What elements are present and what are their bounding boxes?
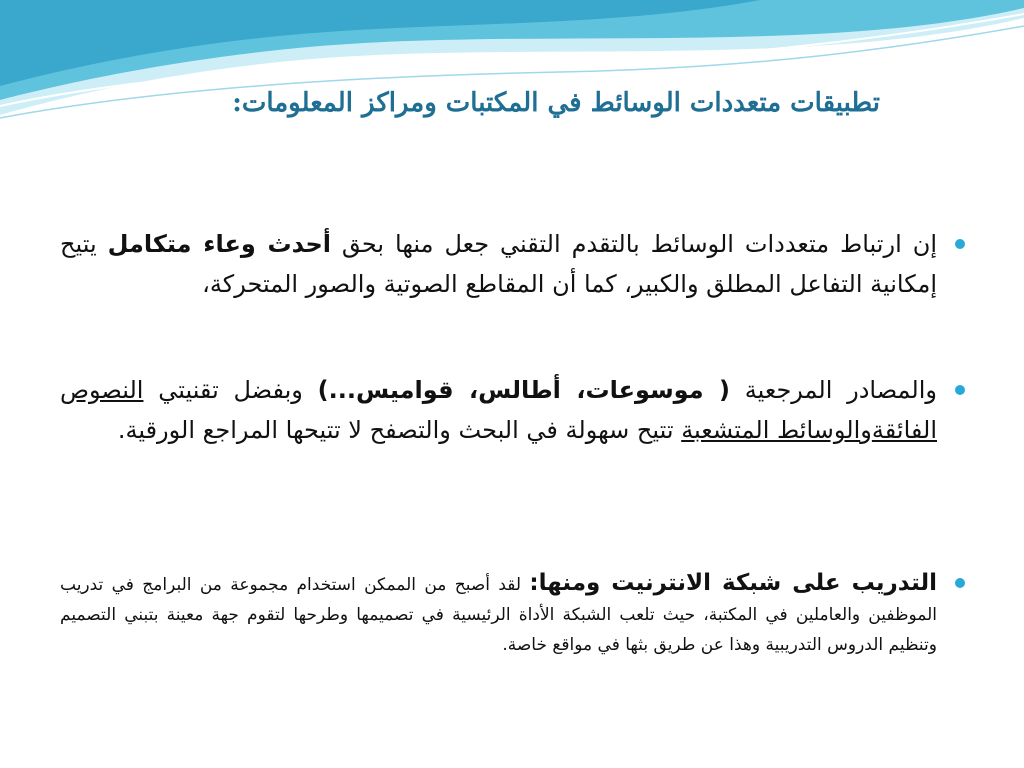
bullet-1-text: إن ارتباط متعددات الوسائط بالتقدم التقني جعل منها بحق [330,230,937,258]
bullet-1-text-2: يتيح إمكانية التفاعل المطلق والكبير، كما أن المقاطع الصوتية والصور المتحركة، [60,230,937,298]
bullet-3-text: لقد أصبح من الممكن استخدام مجموعة من البرامج في تدريب الموظفين والعاملين في المكتبة، حيث تلعب الشبكة الأداة الرئيسية في تصميمها وطرحها لتقوم جهة معينة بتبني التصميم وتنظيم الدروس التدريبية وهذا عن طريق بثها في مواقع خاصة. [60,575,937,655]
bullet-3-lead: التدريب على شبكة الانترنيت ومنها: [529,570,937,596]
bullet-2-text: والمصادر المرجعية [730,376,937,404]
bullet-1 [60,224,965,304]
bullet-2-underline-2: الوسائط المتشعبة [681,416,861,444]
bullet-2-underline-1: النصوص الفائقة [60,376,937,444]
bullet-dot-icon [955,385,965,395]
bullet-dot-icon [955,578,965,588]
bullet-2-text-3: و [860,416,872,444]
bullet-2-bold: ( موسوعات، أطالس، قواميس...) [317,376,731,404]
bullet-2-text-4: تتيح سهولة في البحث والتصفح لا تتيحها المراجع الورقية. [117,416,682,444]
bullet-3 [60,568,965,660]
bullet-2-text-2: وبفضل تقنيتي [143,376,318,404]
bullet-2 [60,370,965,450]
slide-title: تطبيقات متعددات الوسائط في المكتبات ومراكز المعلومات: [232,88,880,118]
bullet-dot-icon [955,239,965,249]
bullet-1-bold: أحدث وعاء متكامل [107,230,331,258]
